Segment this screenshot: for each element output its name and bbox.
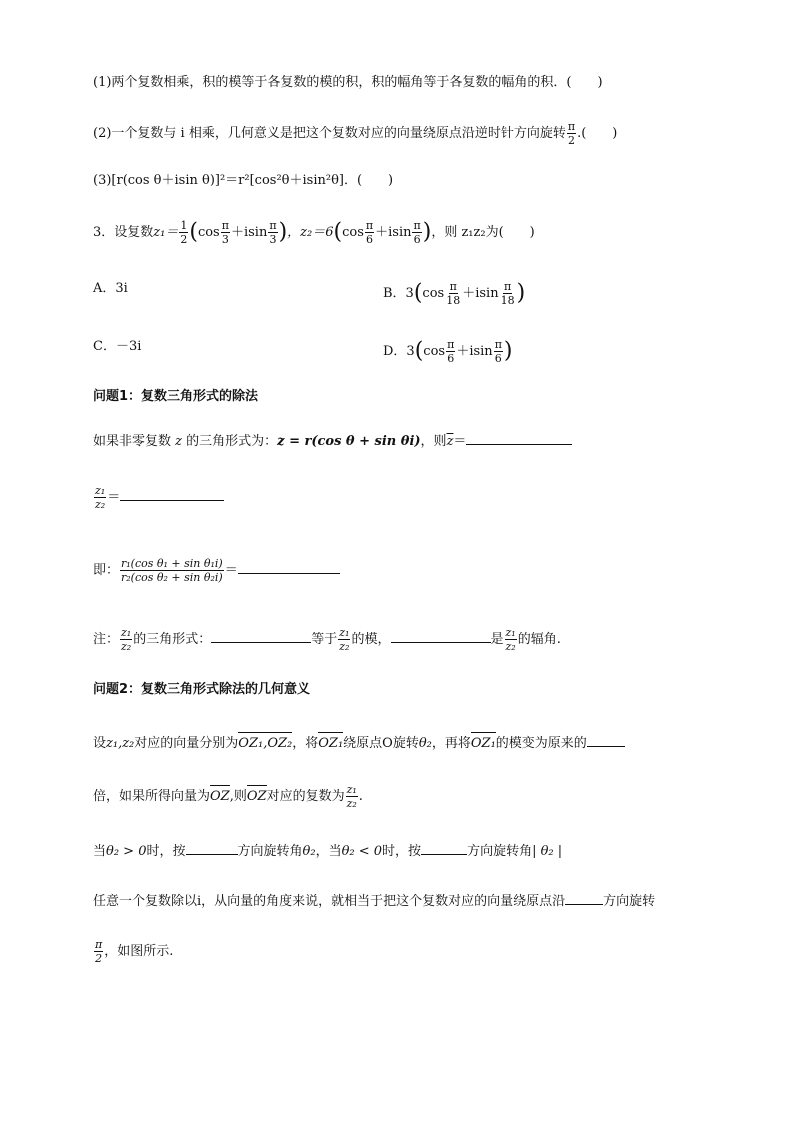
fraction-numerator: π — [447, 338, 455, 351]
vector-oz: OZ — [246, 789, 267, 804]
option-d-label: D．3 — [383, 344, 415, 359]
problem-3-tail: ，则 z₁z₂为( ) — [431, 225, 535, 240]
fraction-numerator: π — [269, 219, 277, 232]
text-segment: 等于 — [311, 632, 338, 647]
option-b-label: B．3 — [383, 286, 414, 301]
cos-text: cos — [197, 225, 220, 240]
pi-over-18-fraction-1 — [445, 280, 461, 307]
theta-2: θ₂ — [302, 844, 316, 859]
fraction-numerator: r₁(cos θ₁ + sin θ₁i) — [121, 557, 223, 570]
answer-blank[interactable] — [466, 432, 572, 445]
pi-over-6-fraction-2 — [494, 338, 503, 365]
text-segment: ，当 — [315, 844, 342, 859]
answer-blank[interactable] — [587, 734, 625, 747]
left-paren: ( — [333, 219, 343, 245]
fraction-denominator: 2 — [95, 952, 103, 965]
judgement-item-3: (3)[r(cos θ＋isin θ)]²＝r²[cos²θ＋isin²θ]．( ) — [93, 173, 394, 188]
right-paren: ) — [516, 280, 526, 306]
text-segment: 对应的向量分别为 — [134, 736, 239, 751]
fraction-numerator: π — [567, 120, 576, 133]
pi-over-3-fraction-1 — [221, 219, 230, 246]
text-segment: 对应的复数为 — [266, 789, 345, 804]
text-segment: 倍，如果所得向量为 — [93, 789, 211, 804]
fraction-numerator: π — [494, 338, 502, 351]
fraction-numerator: z₁ — [95, 484, 106, 497]
fraction-numerator: z₁ — [346, 783, 357, 796]
answer-blank[interactable] — [391, 630, 491, 643]
option-d — [383, 338, 513, 365]
fraction-numerator: z₁ — [339, 626, 350, 639]
text-segment: 的模， — [351, 632, 391, 647]
section-2-line-5 — [93, 938, 173, 965]
fraction-numerator: π — [221, 219, 229, 232]
fraction-denominator: 6 — [413, 233, 421, 246]
z1-over-z2-fraction — [346, 783, 358, 810]
text-segment: ,则 — [229, 789, 247, 804]
answer-blank[interactable] — [565, 892, 603, 905]
text-segment: 设 — [93, 736, 107, 751]
z-conjugate: $\overline{z}$ — [446, 434, 454, 449]
text-segment: ，再将 — [431, 736, 471, 751]
pi-over-6-fraction-1 — [446, 338, 455, 365]
cos-text: cos — [342, 225, 364, 240]
answer-blank[interactable] — [186, 842, 238, 855]
vectors-oz1-oz2: OZ₁,OZ₂ — [238, 736, 293, 751]
text-segment: 的辐角. — [517, 632, 561, 647]
isin-text: ＋isin — [230, 225, 268, 240]
vector-oz1: OZ₁ — [470, 736, 496, 751]
right-paren: ) — [278, 219, 288, 245]
fraction-denominator: 2 — [180, 233, 188, 246]
fraction-denominator: r₂(cos θ₂ + sin θ₂i) — [121, 571, 223, 584]
fraction-denominator: 6 — [447, 352, 455, 365]
problem-3-label: 3．设复数 — [93, 225, 154, 240]
cos-text: cos — [423, 344, 446, 359]
one-half-fraction — [179, 219, 188, 246]
z-variable: z — [175, 434, 183, 449]
ji-label: 即： — [93, 563, 120, 578]
pi-over-2-fraction — [567, 120, 576, 147]
judgement-item-2-text: (2)一个复数与 i 相乘，几何意义是把这个复数对应的向量绕原点沿逆时针方向旋转 — [93, 126, 566, 141]
fraction-numerator: π — [413, 219, 421, 232]
z1-over-z2-fraction — [505, 626, 517, 653]
pi-over-6-fraction-1 — [365, 219, 374, 246]
judgement-item-1: (1)两个复数相乘，积的模等于各复数的模的积，积的幅角等于各复数的幅角的积．( ) — [93, 75, 603, 90]
fraction-denominator: 18 — [500, 294, 515, 307]
right-paren: ) — [503, 338, 513, 364]
section-1-line-1 — [93, 432, 572, 451]
option-b — [383, 280, 525, 307]
condition-negative: θ₂ < 0 — [341, 844, 383, 859]
answer-blank[interactable] — [238, 561, 340, 574]
fraction-denominator: z₂ — [95, 498, 106, 511]
fraction-denominator: z₂ — [346, 797, 357, 810]
text-segment: 当 — [93, 844, 107, 859]
condition-positive: θ₂ > 0 — [106, 844, 147, 859]
option-a: A．3i — [93, 281, 128, 296]
fraction-denominator: z₂ — [121, 640, 132, 653]
vector-oz: OZ — [210, 789, 230, 804]
answer-blank[interactable] — [421, 842, 467, 855]
text-segment: ，如图所示. — [104, 944, 174, 959]
text-segment: 的三角形式： — [133, 632, 212, 647]
section-1-line-3 — [93, 557, 340, 584]
problem-3-stem — [93, 219, 535, 246]
fraction-numerator: π — [503, 280, 512, 293]
z1-z2-variables: z₁,z₂ — [106, 736, 135, 751]
note-label: 注： — [93, 632, 120, 647]
equals-sign: ＝ — [453, 434, 467, 449]
judgement-item-2 — [93, 120, 617, 147]
cos-text: cos — [422, 286, 445, 301]
fraction-denominator: z₂ — [505, 640, 516, 653]
quotient-trig-fraction — [120, 557, 224, 584]
fraction-denominator: 3 — [221, 233, 229, 246]
text-segment: ，则 — [420, 434, 447, 449]
text-segment: 绕原点O旋转 — [343, 736, 419, 751]
left-paren: ( — [413, 280, 423, 306]
fraction-numerator: z₁ — [121, 626, 132, 639]
z2-label: ，z₂＝6 — [287, 225, 334, 240]
text-segment: 的模变为原来的 — [495, 736, 587, 751]
fraction-denominator: 6 — [494, 352, 502, 365]
text-segment: 的三角形式为： — [186, 434, 278, 449]
text-segment: 时，按 — [146, 844, 186, 859]
z1-over-z2-fraction — [120, 626, 132, 653]
pi-over-6-fraction-2 — [412, 219, 421, 246]
fraction-denominator: 6 — [365, 233, 373, 246]
abs-theta-2: | θ₂ | — [532, 844, 563, 859]
text-segment: 任意一个复数除以i，从向量的角度来说，就相当于把这个复数对应的向量绕原点沿 — [93, 894, 566, 909]
isin-text: ＋isin — [456, 344, 493, 359]
left-paren: ( — [189, 219, 198, 245]
period: . — [358, 789, 363, 804]
fraction-denominator: 3 — [269, 233, 277, 246]
fraction-denominator: 18 — [446, 294, 461, 307]
text-segment: 方向旋转角 — [237, 844, 303, 859]
section-2-line-4 — [93, 892, 655, 911]
vector-oz1: OZ₁ — [318, 736, 344, 751]
equals-sign: ＝ — [224, 563, 238, 578]
fraction-numerator: π — [365, 219, 374, 232]
section-2-title: 问题2：复数三角形式除法的几何意义 — [93, 682, 311, 697]
option-c: C．－3i — [93, 339, 142, 354]
pi-over-18-fraction-2 — [500, 280, 516, 307]
trig-form-formula: z = r(cos θ + sin θi) — [277, 434, 421, 449]
text-segment: 方向旋转角 — [467, 844, 533, 859]
section-1-line-2 — [93, 484, 224, 511]
fraction-numerator: z₁ — [505, 626, 516, 639]
text-segment: ，将 — [292, 736, 319, 751]
section-1-note — [93, 626, 561, 653]
section-1-title: 问题1：复数三角形式的除法 — [93, 389, 259, 404]
text-segment: 时，按 — [382, 844, 422, 859]
equals-sign: ＝ — [107, 490, 121, 505]
text-segment: 是 — [490, 632, 504, 647]
z1-label: z₁＝ — [153, 225, 179, 240]
right-paren: ) — [422, 219, 432, 245]
section-2-line-3 — [93, 842, 562, 861]
z1-over-z2-fraction — [94, 484, 106, 511]
section-2-line-2 — [93, 783, 363, 810]
pi-over-3-fraction-2 — [268, 219, 277, 246]
judgement-item-2-tail: .( ) — [577, 126, 618, 141]
fraction-numerator: 1 — [180, 219, 188, 232]
answer-blank[interactable] — [211, 630, 311, 643]
section-2-line-1 — [93, 734, 625, 753]
theta-2: θ₂ — [418, 736, 432, 751]
text-segment: 如果非零复数 — [93, 434, 172, 449]
fraction-denominator: z₂ — [339, 640, 350, 653]
isin-text: ＋isin — [462, 286, 499, 301]
answer-blank[interactable] — [120, 488, 224, 501]
fraction-numerator: π — [95, 938, 103, 951]
pi-over-2-fraction — [94, 938, 103, 965]
isin-text: ＋isin — [375, 225, 412, 240]
fraction-numerator: π — [449, 280, 457, 293]
text-segment: 方向旋转 — [603, 894, 656, 909]
left-paren: ( — [414, 338, 424, 364]
fraction-denominator: 2 — [567, 134, 575, 147]
z1-over-z2-fraction — [338, 626, 350, 653]
